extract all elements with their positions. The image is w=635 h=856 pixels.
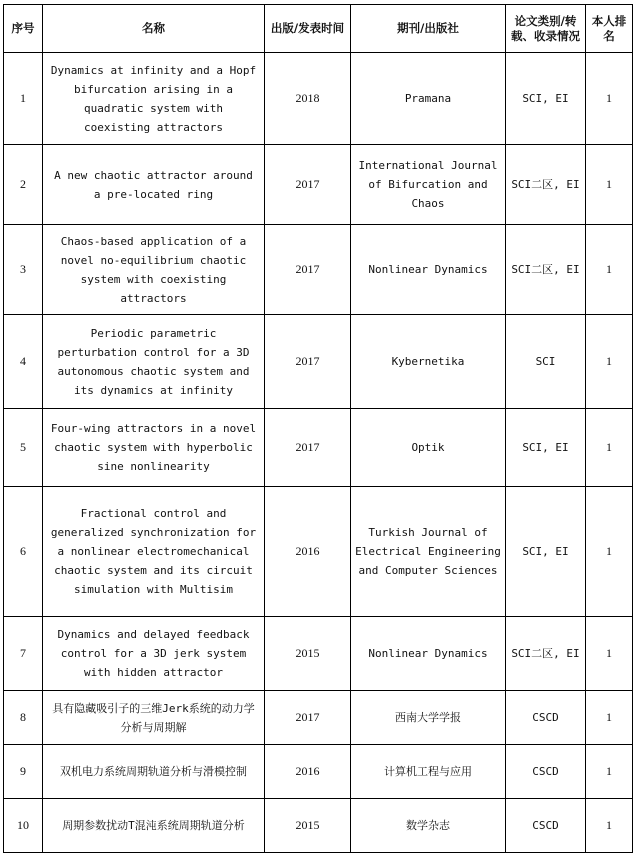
header-journal: 期刊/出版社 — [351, 5, 506, 53]
table-row — [4, 315, 633, 409]
table-row — [4, 745, 633, 799]
paper-type: SCI, EI — [506, 409, 586, 487]
paper-title: 周期参数扰动T混沌系统周期轨道分析 — [43, 799, 265, 853]
paper-title: Four-wing attractors in a novel chaotic system with hyperbolic sine nonlinearity — [43, 409, 265, 487]
author-rank: 1 — [586, 617, 633, 691]
paper-type: CSCD — [506, 691, 586, 745]
row-number: 1 — [4, 53, 43, 145]
author-rank: 1 — [586, 691, 633, 745]
journal-name: International Journal of Bifurcation and Chaos — [351, 145, 506, 225]
author-rank: 1 — [586, 315, 633, 409]
paper-type: SCI, EI — [506, 487, 586, 617]
header-seq: 序号 — [4, 5, 43, 53]
table-row — [4, 487, 633, 617]
table-row — [4, 145, 633, 225]
header-rank: 本人排名 — [586, 5, 633, 53]
row-number: 4 — [4, 315, 43, 409]
publication-table-container — [3, 4, 633, 853]
row-number: 3 — [4, 225, 43, 315]
paper-title: 双机电力系统周期轨道分析与滑模控制 — [43, 745, 265, 799]
header-type: 论文类别/转载、收录情况 — [506, 5, 586, 53]
journal-name: 西南大学学报 — [351, 691, 506, 745]
journal-name: Turkish Journal of Electrical Engineering and Computer Sciences — [351, 487, 506, 617]
table-row — [4, 225, 633, 315]
publication-year: 2017 — [265, 225, 351, 315]
publication-year: 2017 — [265, 691, 351, 745]
header-date: 出版/发表时间 — [265, 5, 351, 53]
paper-title: A new chaotic attractor around a pre-located ring — [43, 145, 265, 225]
row-number: 8 — [4, 691, 43, 745]
author-rank: 1 — [586, 745, 633, 799]
paper-type: SCI二区, EI — [506, 225, 586, 315]
paper-title: Periodic parametric perturbation control for a 3D autonomous chaotic system and its dynamics at infinity — [43, 315, 265, 409]
author-rank: 1 — [586, 225, 633, 315]
journal-name: Optik — [351, 409, 506, 487]
table-row — [4, 691, 633, 745]
paper-type: SCI — [506, 315, 586, 409]
publication-year: 2017 — [265, 315, 351, 409]
row-number: 5 — [4, 409, 43, 487]
table-row — [4, 799, 633, 853]
header-name: 名称 — [43, 5, 265, 53]
journal-name: Kybernetika — [351, 315, 506, 409]
publication-year: 2017 — [265, 145, 351, 225]
publication-year: 2017 — [265, 409, 351, 487]
author-rank: 1 — [586, 799, 633, 853]
paper-type: SCI二区, EI — [506, 617, 586, 691]
paper-title: Dynamics at infinity and a Hopf bifurcation arising in a quadratic system with coexisting attractors — [43, 53, 265, 145]
paper-title: 具有隐藏吸引子的三维Jerk系统的动力学分析与周期解 — [43, 691, 265, 745]
author-rank: 1 — [586, 409, 633, 487]
table-row — [4, 617, 633, 691]
row-number: 10 — [4, 799, 43, 853]
journal-name: Pramana — [351, 53, 506, 145]
paper-type: SCI, EI — [506, 53, 586, 145]
row-number: 6 — [4, 487, 43, 617]
header-row — [4, 5, 633, 53]
author-rank: 1 — [586, 145, 633, 225]
publication-table — [3, 4, 633, 853]
author-rank: 1 — [586, 53, 633, 145]
paper-title: Chaos-based application of a novel no-equilibrium chaotic system with coexisting attractors — [43, 225, 265, 315]
row-number: 9 — [4, 745, 43, 799]
publication-year: 2016 — [265, 745, 351, 799]
journal-name: Nonlinear Dynamics — [351, 225, 506, 315]
paper-type: SCI二区, EI — [506, 145, 586, 225]
paper-type: CSCD — [506, 799, 586, 853]
row-number: 7 — [4, 617, 43, 691]
publication-year: 2016 — [265, 487, 351, 617]
row-number: 2 — [4, 145, 43, 225]
paper-title: Fractional control and generalized synchronization for a nonlinear electromechanical chaotic system and its circuit simulation with Multisim — [43, 487, 265, 617]
publication-year: 2018 — [265, 53, 351, 145]
author-rank: 1 — [586, 487, 633, 617]
table-row — [4, 53, 633, 145]
paper-title: Dynamics and delayed feedback control for a 3D jerk system with hidden attractor — [43, 617, 265, 691]
journal-name: 数学杂志 — [351, 799, 506, 853]
journal-name: Nonlinear Dynamics — [351, 617, 506, 691]
journal-name: 计算机工程与应用 — [351, 745, 506, 799]
paper-type: CSCD — [506, 745, 586, 799]
table-row — [4, 409, 633, 487]
publication-year: 2015 — [265, 799, 351, 853]
publication-year: 2015 — [265, 617, 351, 691]
